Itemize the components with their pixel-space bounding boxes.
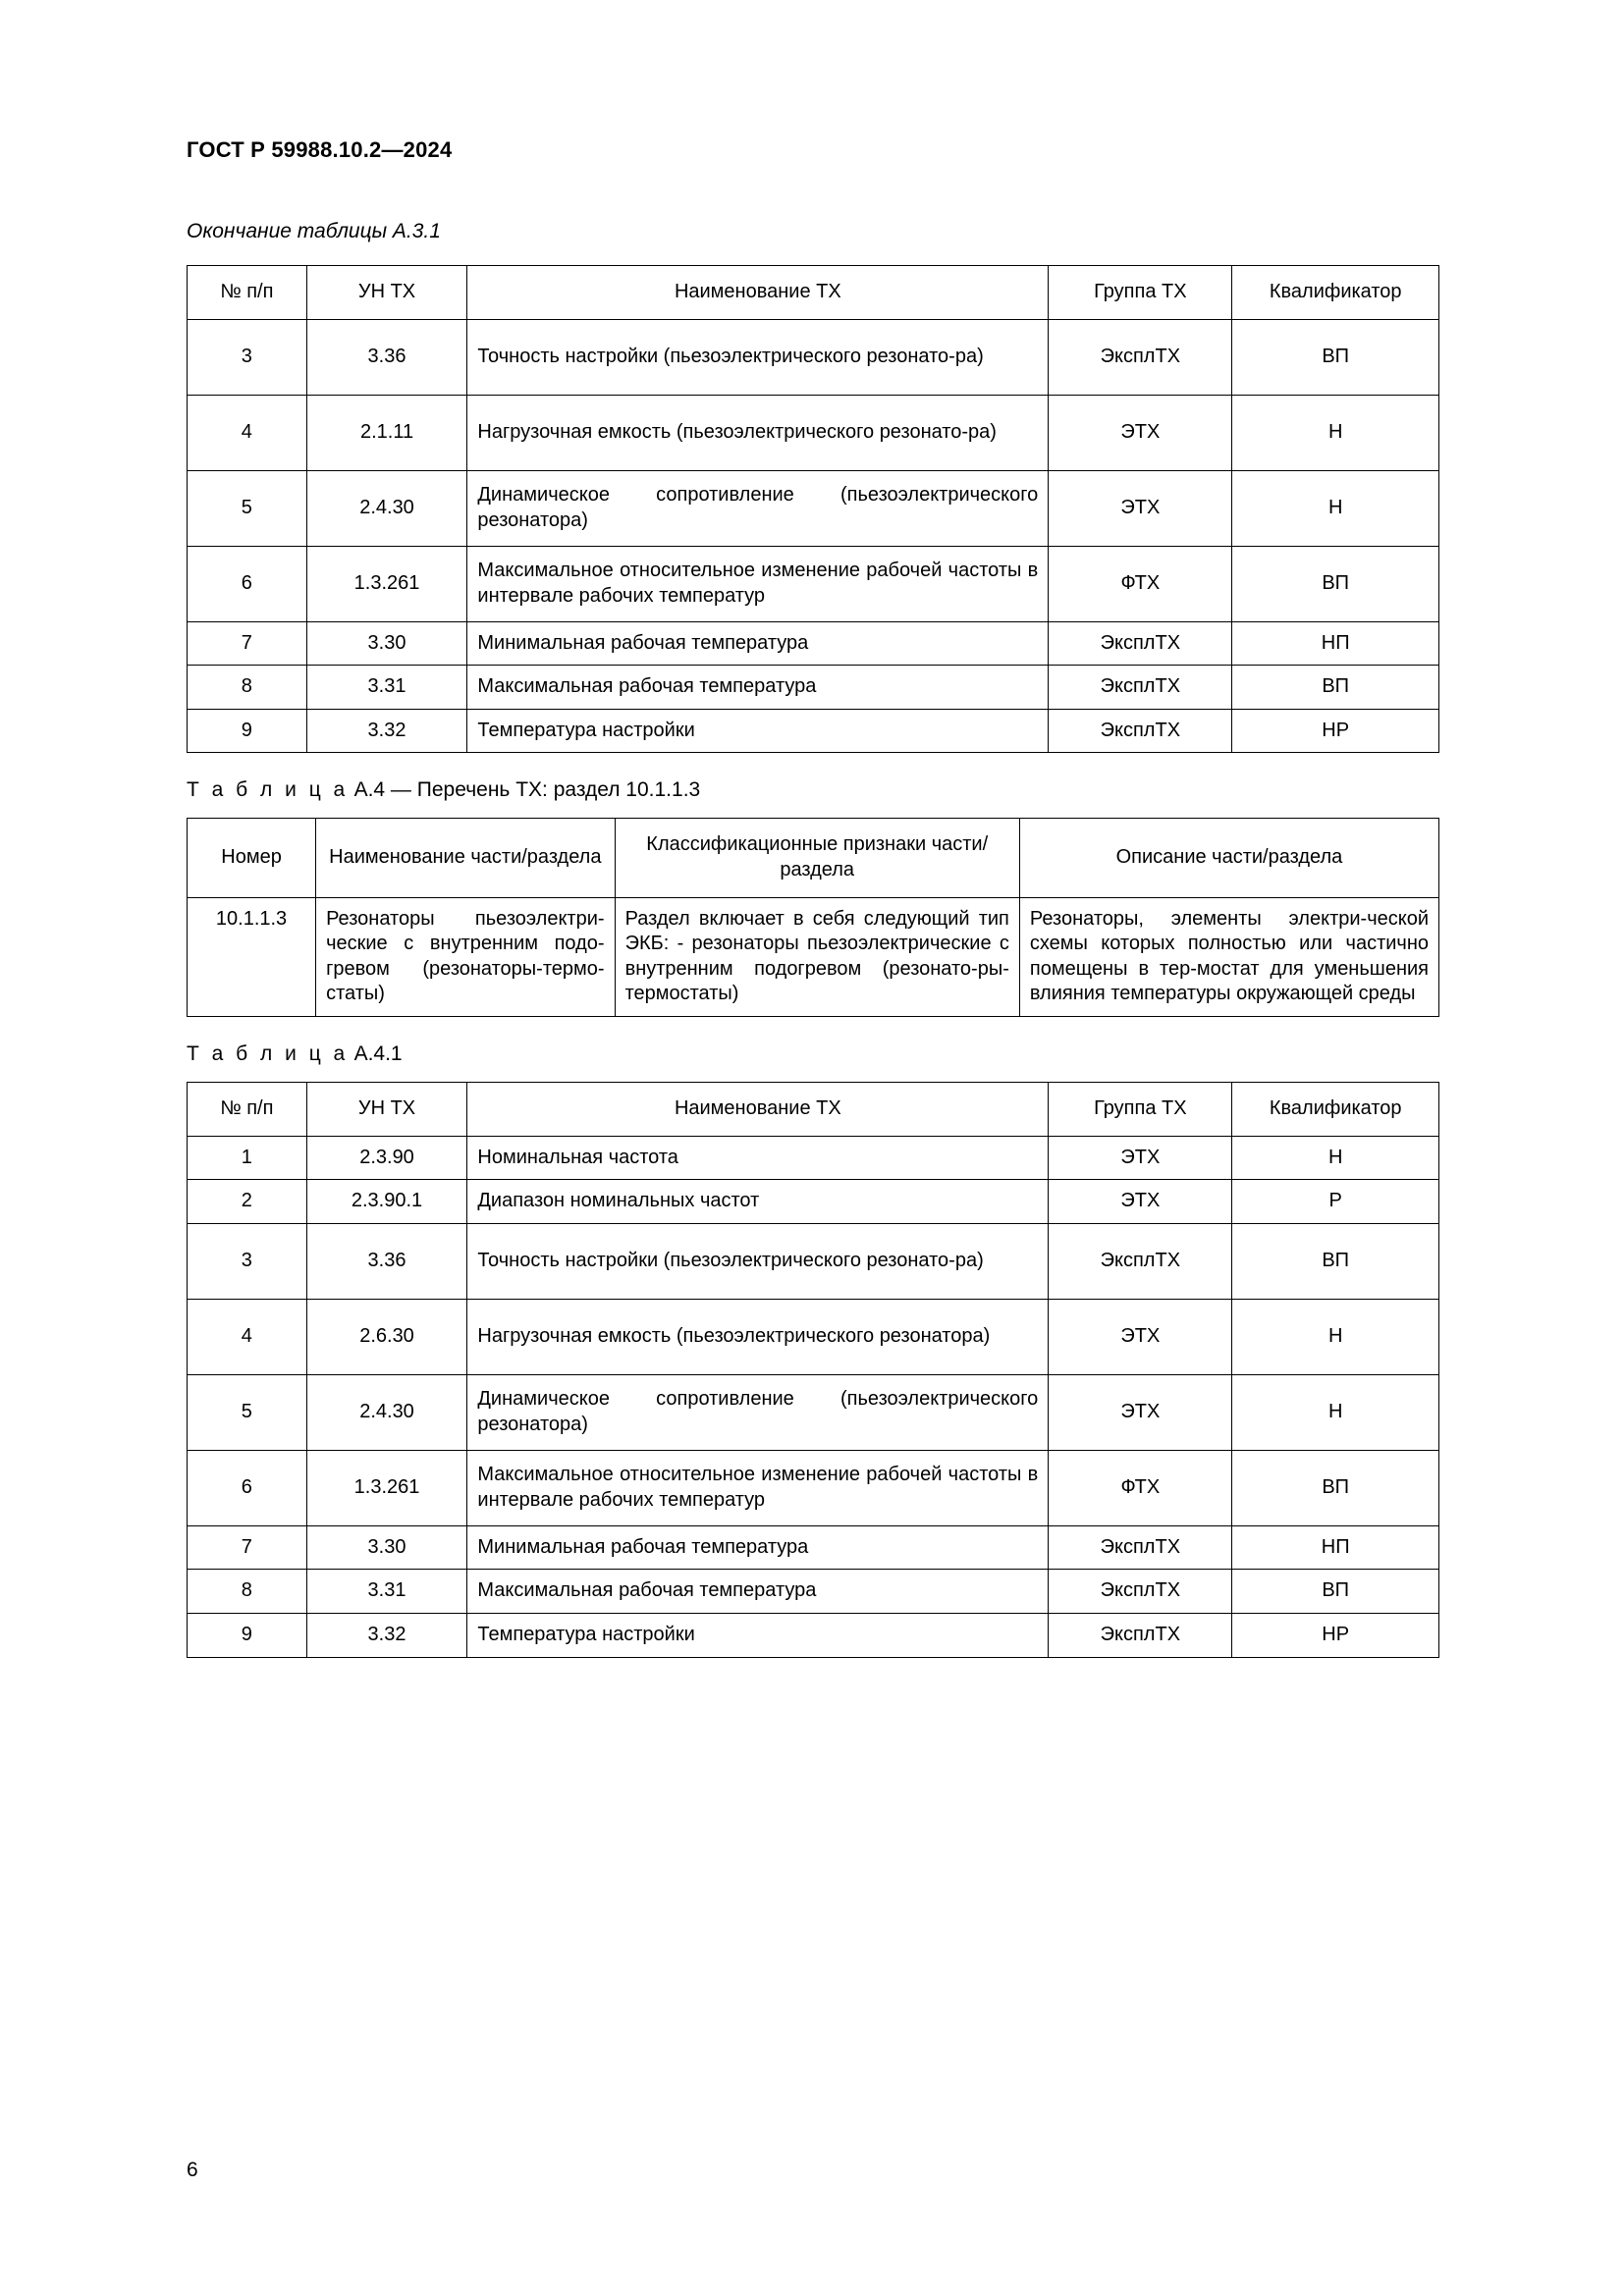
cell-un-tx: 3.32 [306, 709, 467, 753]
cell-qualifier: НР [1232, 709, 1439, 753]
table-header-row [188, 1082, 1439, 1136]
table-row [188, 395, 1439, 470]
table-row [188, 1450, 1439, 1525]
cell-un-tx: 2.4.30 [306, 1374, 467, 1450]
cell-qualifier: НР [1232, 1613, 1439, 1657]
cell-number: 2 [188, 1180, 307, 1224]
table-row [188, 1299, 1439, 1374]
cell-name-tx: Нагрузочная емкость (пьезоэлектрического резонатора) [467, 1299, 1049, 1374]
cell-number: 7 [188, 621, 307, 666]
cell-qualifier: ВП [1232, 666, 1439, 710]
cell-un-tx: 3.32 [306, 1613, 467, 1657]
cell-un-tx: 3.31 [306, 666, 467, 710]
cell-qualifier: Р [1232, 1180, 1439, 1224]
cell-group-tx: ЭксплТХ [1049, 666, 1232, 710]
cell-number: 8 [188, 666, 307, 710]
cell-name-tx: Динамическое сопротивление (пьезоэлектрического резонатора) [467, 470, 1049, 546]
column-header-name-tx: Наименование ТХ [467, 1082, 1049, 1136]
cell-name-tx: Номинальная частота [467, 1136, 1049, 1180]
table-header-row [188, 819, 1439, 897]
column-header-number: № п/п [188, 266, 307, 320]
table-row [188, 1136, 1439, 1180]
cell-name-tx: Максимальная рабочая температура [467, 666, 1049, 710]
cell-name-tx: Температура настройки [467, 1613, 1049, 1657]
cell-number: 4 [188, 1299, 307, 1374]
cell-un-tx: 2.1.11 [306, 395, 467, 470]
table-a41-caption-prefix: Т а б л и ц а [187, 1041, 349, 1065]
table-row [188, 1374, 1439, 1450]
page-title: ГОСТ Р 59988.10.2—2024 [187, 137, 453, 162]
cell-un-tx: 3.36 [306, 319, 467, 395]
cell-group-tx: ЭТХ [1049, 470, 1232, 546]
table-a31 [187, 265, 1439, 753]
table-row [188, 1180, 1439, 1224]
cell-name-tx: Минимальная рабочая температура [467, 621, 1049, 666]
cell-name-tx: Точность настройки (пьезоэлектрического резонато-ра) [467, 1223, 1049, 1299]
column-header-number: № п/п [188, 1082, 307, 1136]
table-row [188, 621, 1439, 666]
cell-number: 9 [188, 709, 307, 753]
cell-number: 5 [188, 470, 307, 546]
table-a41 [187, 1082, 1439, 1658]
cell-group-tx: ЭксплТХ [1049, 1570, 1232, 1614]
column-header-group-tx: Группа ТХ [1049, 266, 1232, 320]
cell-qualifier: ВП [1232, 319, 1439, 395]
cell-qualifier: ВП [1232, 1223, 1439, 1299]
table-row [188, 319, 1439, 395]
table-a4-caption [187, 778, 1437, 802]
column-header-part-name: Наименование части/раздела [316, 819, 615, 897]
cell-number: 6 [188, 546, 307, 621]
cell-un-tx: 1.3.261 [306, 1450, 467, 1525]
cell-number: 3 [188, 1223, 307, 1299]
cell-qualifier: НП [1232, 1525, 1439, 1570]
cell-number: 8 [188, 1570, 307, 1614]
cell-un-tx: 3.30 [306, 1525, 467, 1570]
cell-group-tx: ФТХ [1049, 546, 1232, 621]
cell-qualifier: ВП [1232, 1570, 1439, 1614]
table-row [188, 666, 1439, 710]
column-header-qualifier: Квалификатор [1232, 1082, 1439, 1136]
cell-qualifier: Н [1232, 1374, 1439, 1450]
cell-group-tx: ЭксплТХ [1049, 319, 1232, 395]
cell-number: 10.1.1.3 [188, 897, 316, 1016]
cell-group-tx: ЭТХ [1049, 1374, 1232, 1450]
column-header-qualifier: Квалификатор [1232, 266, 1439, 320]
column-header-name-tx: Наименование ТХ [467, 266, 1049, 320]
table-a4-caption-prefix: Т а б л и ц а [187, 778, 349, 802]
cell-group-tx: ЭксплТХ [1049, 709, 1232, 753]
cell-number: 5 [188, 1374, 307, 1450]
cell-qualifier: ВП [1232, 1450, 1439, 1525]
cell-qualifier: ВП [1232, 546, 1439, 621]
cell-group-tx: ЭТХ [1049, 395, 1232, 470]
cell-name-tx: Диапазон номинальных частот [467, 1180, 1049, 1224]
column-header-un-tx: УН ТХ [306, 266, 467, 320]
cell-un-tx: 2.3.90 [306, 1136, 467, 1180]
cell-group-tx: ЭТХ [1049, 1136, 1232, 1180]
cell-un-tx: 2.6.30 [306, 1299, 467, 1374]
cell-number: 9 [188, 1613, 307, 1657]
cell-group-tx: ФТХ [1049, 1450, 1232, 1525]
cell-group-tx: ЭксплТХ [1049, 1223, 1232, 1299]
cell-un-tx: 2.3.90.1 [306, 1180, 467, 1224]
table-row [188, 897, 1439, 1016]
page-number: 6 [187, 2159, 198, 2181]
cell-name-tx: Точность настройки (пьезоэлектрического резонато-ра) [467, 319, 1049, 395]
cell-name-tx: Максимальная рабочая температура [467, 1570, 1049, 1614]
cell-un-tx: 2.4.30 [306, 470, 467, 546]
cell-number: 4 [188, 395, 307, 470]
cell-group-tx: ЭксплТХ [1049, 1613, 1232, 1657]
table-row [188, 1223, 1439, 1299]
cell-qualifier: Н [1232, 1136, 1439, 1180]
cell-qualifier: Н [1232, 470, 1439, 546]
cell-group-tx: ЭТХ [1049, 1299, 1232, 1374]
cell-un-tx: 1.3.261 [306, 546, 467, 621]
cell-name-tx: Максимальное относительное изменение рабочей частоты в интервале рабочих температур [467, 546, 1049, 621]
table-row [188, 1525, 1439, 1570]
column-header-part-description: Описание части/раздела [1019, 819, 1438, 897]
table-header-row [188, 266, 1439, 320]
cell-qualifier: Н [1232, 395, 1439, 470]
cell-qualifier: НП [1232, 621, 1439, 666]
column-header-class-features: Классификационные признаки части/раздела [615, 819, 1019, 897]
cell-un-tx: 3.31 [306, 1570, 467, 1614]
table-a4-caption-text: А.4 — Перечень ТХ: раздел 10.1.1.3 [353, 778, 701, 802]
table-row [188, 709, 1439, 753]
cell-number: 7 [188, 1525, 307, 1570]
cell-name-tx: Нагрузочная емкость (пьезоэлектрического резонато-ра) [467, 395, 1049, 470]
cell-number: 3 [188, 319, 307, 395]
cell-group-tx: ЭксплТХ [1049, 1525, 1232, 1570]
table-row [188, 546, 1439, 621]
cell-part-description: Резонаторы, элементы электри-ческой схемы которых полностью или частично помещены в тер-мостат для уменьшения влияния температуры окружающей среды [1019, 897, 1438, 1016]
cell-name-tx: Температура настройки [467, 709, 1049, 753]
table-row [188, 1613, 1439, 1657]
table-a31-caption: Окончание таблицы А.3.1 [187, 220, 441, 242]
cell-class-features: Раздел включает в себя следующий тип ЭКБ: - резонаторы пьезоэлектрические с внутренним подогревом (резонато-ры-термостаты) [615, 897, 1019, 1016]
column-header-number: Номер [188, 819, 316, 897]
cell-name-tx: Минимальная рабочая температура [467, 1525, 1049, 1570]
cell-group-tx: ЭксплТХ [1049, 621, 1232, 666]
cell-qualifier: Н [1232, 1299, 1439, 1374]
column-header-un-tx: УН ТХ [306, 1082, 467, 1136]
cell-group-tx: ЭТХ [1049, 1180, 1232, 1224]
table-row [188, 470, 1439, 546]
cell-name-tx: Динамическое сопротивление (пьезоэлектрического резонатора) [467, 1374, 1049, 1450]
table-a4 [187, 818, 1439, 1017]
cell-number: 1 [188, 1136, 307, 1180]
cell-un-tx: 3.36 [306, 1223, 467, 1299]
column-header-group-tx: Группа ТХ [1049, 1082, 1232, 1136]
cell-number: 6 [188, 1450, 307, 1525]
cell-un-tx: 3.30 [306, 621, 467, 666]
cell-part-name: Резонаторы пьезоэлектри-ческие с внутренним подо-гревом (резонаторы-термо-статы) [316, 897, 615, 1016]
cell-name-tx: Максимальное относительное изменение рабочей частоты в интервале рабочих температур [467, 1450, 1049, 1525]
table-a41-caption-text: А.4.1 [353, 1041, 403, 1065]
table-row [188, 1570, 1439, 1614]
table-a41-caption [187, 1042, 1437, 1066]
